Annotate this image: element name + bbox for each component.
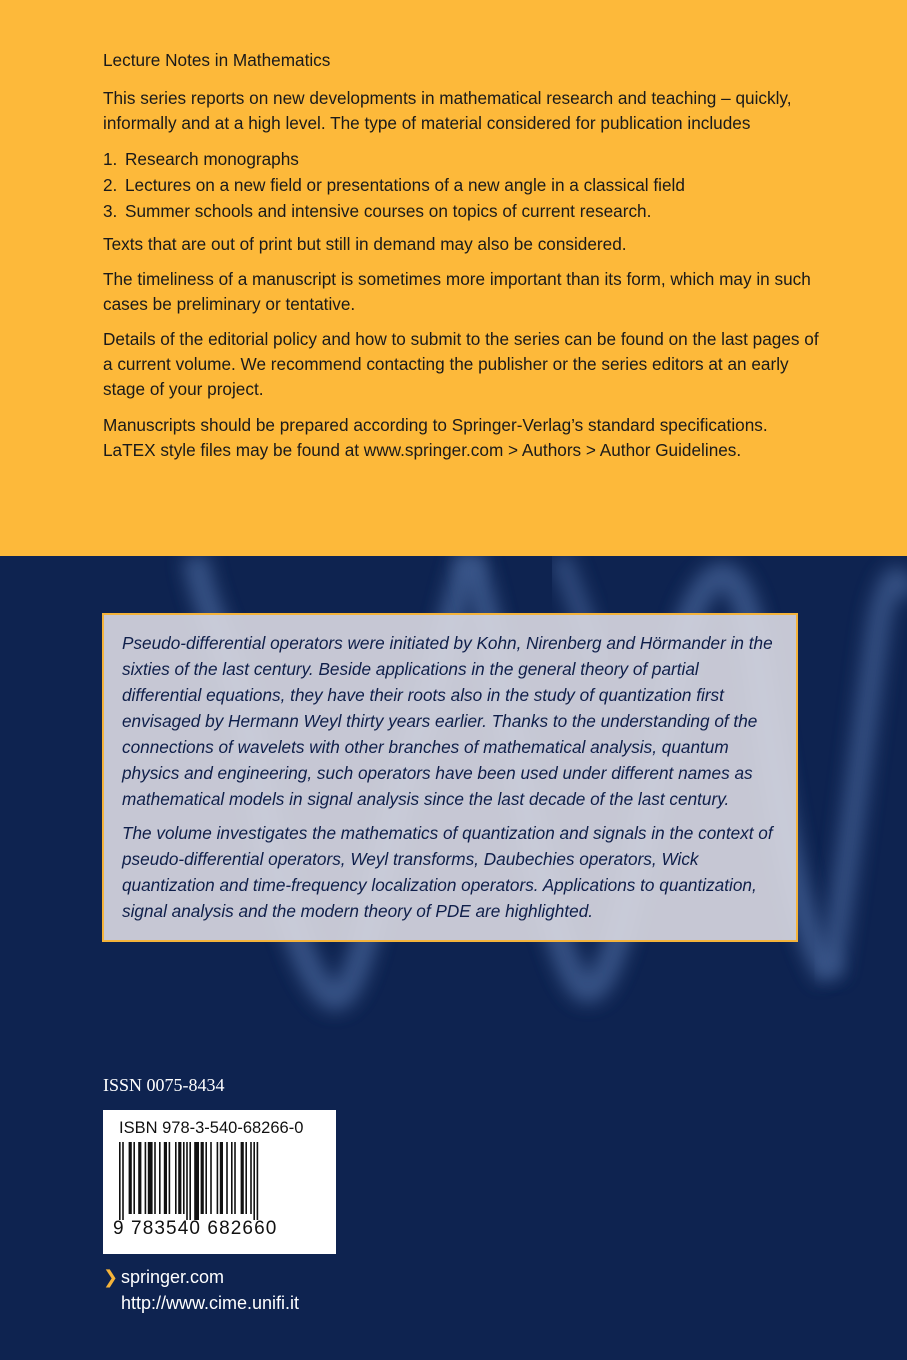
editorial-policy-note: Details of the editorial policy and how to submit to the series can be found on the last pages of a current volume. We recommend contacting the publisher or the series editors at an early stage of your project. [103,329,819,399]
list-text: Summer schools and intensive courses on topics of current research. [125,201,652,221]
list-number: 1. [103,149,118,169]
springer-link[interactable]: springer.com [121,1267,225,1287]
chevron-right-icon: ❯ [103,1267,119,1287]
issn-number: ISSN 0075-8434 [103,1075,225,1095]
list-item [103,198,685,224]
series-title: Lecture Notes in Mathematics [103,50,331,70]
abstract-paragraph-2: The volume investigates the mathematics of quantization and signals in the context of pseudo-differential operators, Weyl transforms, Daubechies operators, Wick quantization and time-frequency localization operators. Applications to quantization, signal analysis and the modern theory of PDE are highlighted. [122,823,773,921]
isbn-barcode [103,1110,336,1254]
cime-link[interactable]: http://www.cime.unifi.it [121,1293,300,1313]
list-number: 2. [103,175,118,195]
timeliness-note: The timeliness of a manuscript is sometimes more important than its form, which may in such cases be preliminary or tentative. [103,269,811,314]
barcode-digits: 9 783540 682660 [113,1218,278,1239]
cover-back-panel [0,556,907,1360]
list-number: 3. [103,201,118,221]
list-text: Lectures on a new field or presentations of a new angle in a classical field [125,175,685,195]
out-of-print-note: Texts that are out of print but still in demand may also be considered. [103,234,627,254]
publisher-links [103,1264,299,1316]
series-info-panel [0,0,907,556]
list-text: Research monographs [125,149,299,169]
manuscripts-line-1: Manuscripts should be prepared according to Springer-Verlag’s standard specifications. [103,415,768,435]
barcode-bars [113,1142,326,1220]
list-item [103,146,685,172]
book-abstract [102,613,798,942]
list-item [103,172,685,198]
manuscripts-line-2: LaTEX style files may be found at www.springer.com > Authors > Author Guidelines. [103,440,742,460]
manuscripts-note [103,413,823,463]
isbn-number: ISBN 978-3-540-68266-0 [119,1119,304,1137]
series-intro: This series reports on new developments in mathematical research and teaching – quickly, informally and at a high level. The type of material considered for publication includes [103,88,792,133]
material-list [103,146,685,224]
abstract-paragraph-1: Pseudo-differential operators were initiated by Kohn, Nirenberg and Hörmander in the sixties of the last century. Beside applications in the general theory of partial differential equations, they have their roots also in the study of quantization first envisaged by Hermann Weyl thirty years earlier. Thanks to the understanding of the connections of wavelets with other branches of mathematical analysis, quantum physics and engineering, such operators have been used under different names as mathematical models in signal analysis since the last decade of the last century. [122,633,773,809]
